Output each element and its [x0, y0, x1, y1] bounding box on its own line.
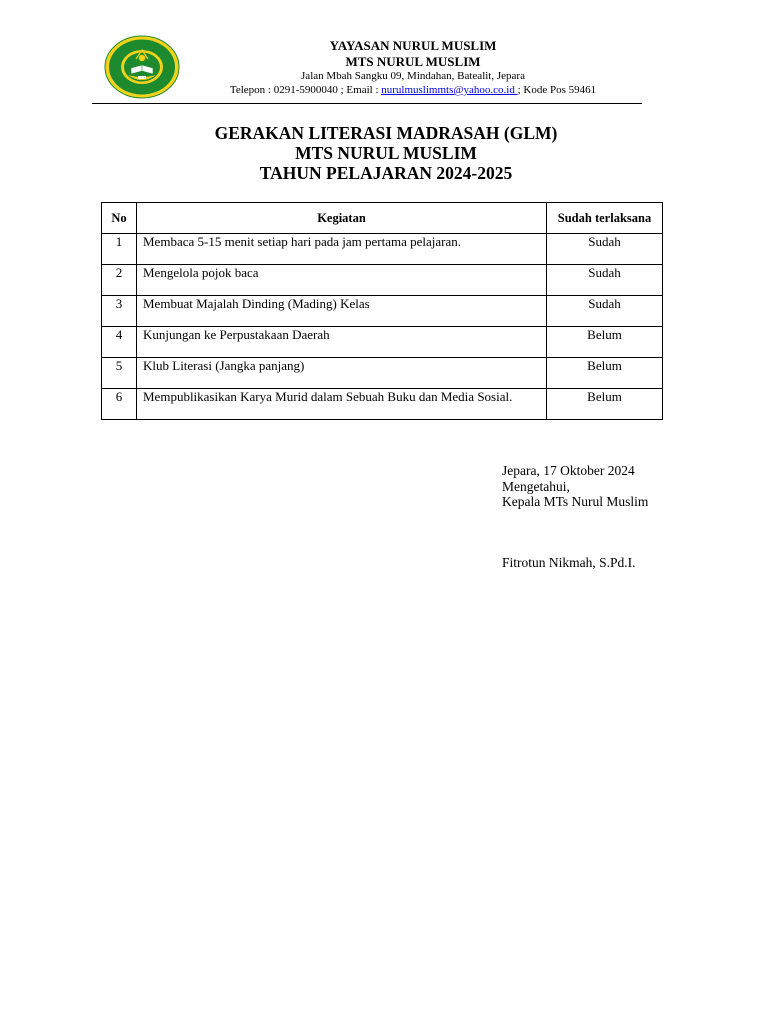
postal-code: ; Kode Pos 59461 — [517, 84, 597, 96]
row-status: Belum — [547, 327, 663, 358]
sign-place-date: Jepara, 17 Oktober 2024 — [502, 463, 635, 478]
foundation-name: YAYASAN NURUL MUSLIM — [329, 38, 497, 53]
row-no: 6 — [102, 389, 137, 420]
signature-block — [502, 463, 648, 510]
school-name: MTS NURUL MUSLIM — [345, 54, 481, 69]
table-row — [102, 327, 663, 358]
row-status: Belum — [547, 358, 663, 389]
document-title — [92, 123, 680, 183]
school-emblem-icon — [104, 35, 180, 99]
table-row — [102, 389, 663, 420]
title-line-3: TAHUN PELAJARAN 2024-2025 — [259, 163, 513, 183]
header-status: Sudah terlaksana — [547, 203, 663, 234]
sign-acknowledged: Mengetahui, — [502, 478, 570, 494]
title-line-1: GERAKAN LITERASI MADRASAH (GLM) — [214, 123, 558, 143]
row-no: 1 — [102, 234, 137, 265]
table-row — [102, 265, 663, 296]
row-activity: Kunjungan ke Perpustakaan Daerah — [137, 327, 547, 358]
header-no: No — [102, 203, 137, 234]
row-status: Sudah — [547, 265, 663, 296]
row-activity: Mempublikasikan Karya Murid dalam Sebuah Buku dan Media Sosial. — [137, 389, 547, 420]
table-header-row — [102, 203, 663, 234]
contact-line — [182, 83, 644, 97]
activity-table — [101, 202, 663, 420]
email-link[interactable]: nurulmuslimmts@yahoo.co.id — [381, 84, 518, 96]
letterhead-divider — [92, 103, 642, 104]
row-status: Sudah — [547, 234, 663, 265]
school-address: Jalan Mbah Sangku 09, Mindahan, Batealit, Jepara — [301, 70, 525, 82]
row-activity: Membaca 5-15 menit setiap hari pada jam pertama pelajaran. — [137, 234, 547, 265]
table-row — [102, 296, 663, 327]
table-row — [102, 358, 663, 389]
row-no: 2 — [102, 265, 137, 296]
row-status: Sudah — [547, 296, 663, 327]
sign-position: Kepala MTs Nurul Muslim — [502, 494, 649, 509]
row-no: 5 — [102, 358, 137, 389]
table-row — [102, 234, 663, 265]
row-activity: Mengelola pojok baca — [137, 265, 547, 296]
row-no: 4 — [102, 327, 137, 358]
row-no: 3 — [102, 296, 137, 327]
row-status: Belum — [547, 389, 663, 420]
title-line-2: MTS NURUL MUSLIM — [295, 143, 477, 163]
signer-name: Fitrotun Nikmah, S.Pd.I. — [502, 555, 636, 570]
header-activity: Kegiatan — [137, 203, 547, 234]
row-activity: Klub Literasi (Jangka panjang) — [137, 358, 547, 389]
row-activity: Membuat Majalah Dinding (Mading) Kelas — [137, 296, 547, 327]
letterhead — [182, 38, 644, 97]
phone-text: Telepon : 0291-5900040 ; Email : — [229, 84, 382, 96]
